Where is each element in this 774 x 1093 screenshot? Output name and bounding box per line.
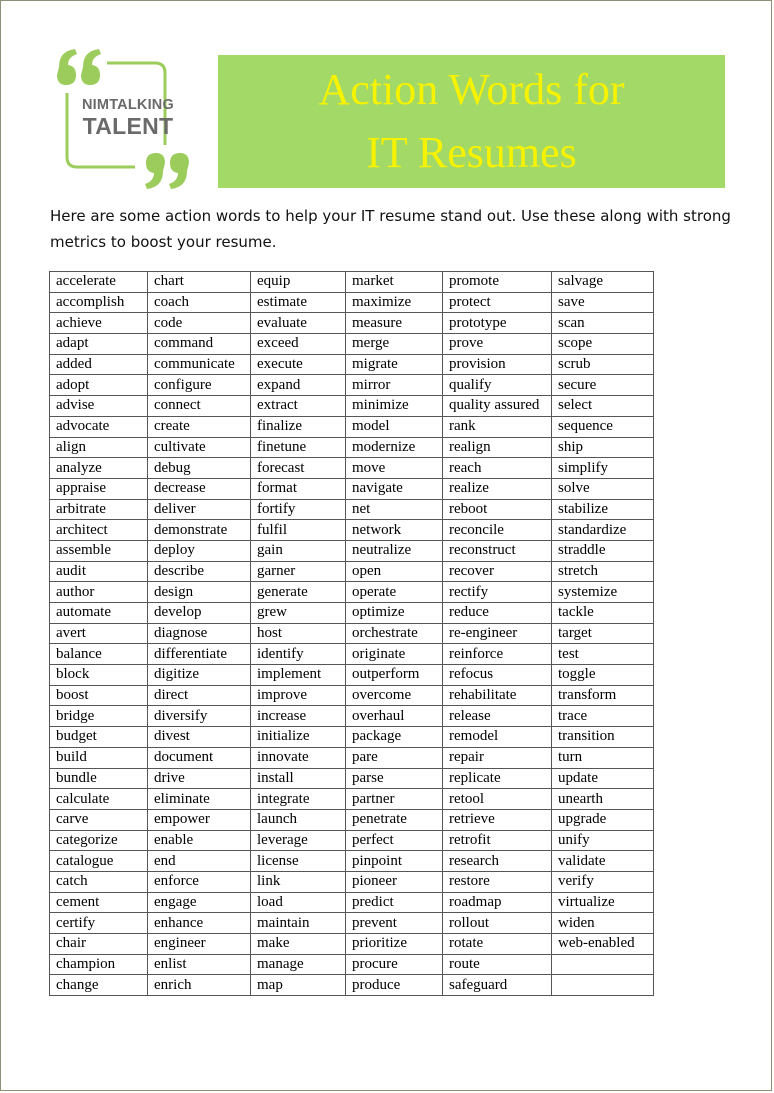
table-row xyxy=(50,747,654,768)
word-cell: promote xyxy=(443,272,552,293)
nimtalking-talent-logo xyxy=(49,45,194,195)
word-cell: restore xyxy=(443,871,552,892)
word-cell: reach xyxy=(443,458,552,479)
table-row xyxy=(50,644,654,665)
word-cell: replicate xyxy=(443,768,552,789)
word-cell: end xyxy=(148,851,251,872)
word-cell: categorize xyxy=(50,830,148,851)
word-cell: toggle xyxy=(552,665,654,686)
word-cell: certify xyxy=(50,913,148,934)
word-cell: operate xyxy=(346,582,443,603)
word-cell: save xyxy=(552,292,654,313)
word-cell: advocate xyxy=(50,416,148,437)
word-cell: extract xyxy=(251,396,346,417)
word-cell: outperform xyxy=(346,665,443,686)
word-cell: simplify xyxy=(552,458,654,479)
word-cell: license xyxy=(251,851,346,872)
word-cell: neutralize xyxy=(346,540,443,561)
word-cell: research xyxy=(443,851,552,872)
word-cell: deliver xyxy=(148,499,251,520)
table-row xyxy=(50,809,654,830)
word-cell: pare xyxy=(346,747,443,768)
word-cell: virtualize xyxy=(552,892,654,913)
word-cell: straddle xyxy=(552,540,654,561)
word-cell: select xyxy=(552,396,654,417)
word-cell: package xyxy=(346,727,443,748)
word-cell: differentiate xyxy=(148,644,251,665)
word-cell: rollout xyxy=(443,913,552,934)
word-cell xyxy=(552,975,654,996)
table-row xyxy=(50,665,654,686)
word-cell: align xyxy=(50,437,148,458)
word-cell: design xyxy=(148,582,251,603)
word-cell: improve xyxy=(251,685,346,706)
word-cell: load xyxy=(251,892,346,913)
word-cell: develop xyxy=(148,603,251,624)
word-cell: mirror xyxy=(346,375,443,396)
word-cell: reduce xyxy=(443,603,552,624)
word-cell: safeguard xyxy=(443,975,552,996)
word-cell: code xyxy=(148,313,251,334)
word-cell: produce xyxy=(346,975,443,996)
word-cell: bundle xyxy=(50,768,148,789)
word-cell: realign xyxy=(443,437,552,458)
word-cell: pioneer xyxy=(346,871,443,892)
logo-text-line1: NIMTALKING xyxy=(82,97,174,113)
word-cell: build xyxy=(50,747,148,768)
word-cell: net xyxy=(346,499,443,520)
word-cell: prove xyxy=(443,334,552,355)
word-cell: measure xyxy=(346,313,443,334)
word-cell: network xyxy=(346,520,443,541)
word-cell: engage xyxy=(148,892,251,913)
table-row xyxy=(50,292,654,313)
word-cell: calculate xyxy=(50,789,148,810)
word-cell: execute xyxy=(251,354,346,375)
word-cell: procure xyxy=(346,954,443,975)
word-cell: engineer xyxy=(148,934,251,955)
word-cell: enlist xyxy=(148,954,251,975)
word-cell: perfect xyxy=(346,830,443,851)
word-cell: achieve xyxy=(50,313,148,334)
table-row xyxy=(50,603,654,624)
table-row xyxy=(50,913,654,934)
word-cell: gain xyxy=(251,540,346,561)
word-cell: stabilize xyxy=(552,499,654,520)
word-cell: refocus xyxy=(443,665,552,686)
word-cell: install xyxy=(251,768,346,789)
table-row xyxy=(50,582,654,603)
word-cell: balance xyxy=(50,644,148,665)
word-cell: change xyxy=(50,975,148,996)
table-row xyxy=(50,520,654,541)
table-row xyxy=(50,334,654,355)
table-row xyxy=(50,437,654,458)
word-cell: model xyxy=(346,416,443,437)
word-cell: generate xyxy=(251,582,346,603)
title-banner xyxy=(218,55,725,188)
word-cell: architect xyxy=(50,520,148,541)
word-cell: provision xyxy=(443,354,552,375)
word-cell: scope xyxy=(552,334,654,355)
word-cell: connect xyxy=(148,396,251,417)
word-cell: maximize xyxy=(346,292,443,313)
table-row xyxy=(50,975,654,996)
word-cell: finalize xyxy=(251,416,346,437)
table-row xyxy=(50,892,654,913)
word-cell: launch xyxy=(251,809,346,830)
word-cell: rectify xyxy=(443,582,552,603)
word-cell: diversify xyxy=(148,706,251,727)
word-cell: overcome xyxy=(346,685,443,706)
word-cell: digitize xyxy=(148,665,251,686)
table-row xyxy=(50,789,654,810)
word-cell: route xyxy=(443,954,552,975)
word-cell: maintain xyxy=(251,913,346,934)
word-cell: verify xyxy=(552,871,654,892)
word-cell: host xyxy=(251,623,346,644)
word-cell: author xyxy=(50,582,148,603)
word-cell: garner xyxy=(251,561,346,582)
word-cell: appraise xyxy=(50,478,148,499)
word-cell: rehabilitate xyxy=(443,685,552,706)
word-cell: retrieve xyxy=(443,809,552,830)
word-cell: widen xyxy=(552,913,654,934)
word-cell: increase xyxy=(251,706,346,727)
word-cell: block xyxy=(50,665,148,686)
word-cell: expand xyxy=(251,375,346,396)
word-cell: scrub xyxy=(552,354,654,375)
word-cell: accomplish xyxy=(50,292,148,313)
word-cell: assemble xyxy=(50,540,148,561)
word-cell: communicate xyxy=(148,354,251,375)
word-cell: target xyxy=(552,623,654,644)
word-cell: originate xyxy=(346,644,443,665)
word-cell: orchestrate xyxy=(346,623,443,644)
word-cell: remodel xyxy=(443,727,552,748)
word-cell: leverage xyxy=(251,830,346,851)
word-cell: divest xyxy=(148,727,251,748)
table-row xyxy=(50,623,654,644)
word-cell: reconcile xyxy=(443,520,552,541)
word-cell: systemize xyxy=(552,582,654,603)
word-cell: empower xyxy=(148,809,251,830)
word-cell: navigate xyxy=(346,478,443,499)
word-cell: drive xyxy=(148,768,251,789)
intro-line2: metrics to boost your resume. xyxy=(50,233,277,251)
word-cell: innovate xyxy=(251,747,346,768)
title-line2: IT Resumes xyxy=(366,128,577,177)
word-cell: eliminate xyxy=(148,789,251,810)
word-cell: enhance xyxy=(148,913,251,934)
intro-paragraph xyxy=(50,203,740,255)
logo-text-line2: TALENT xyxy=(82,113,174,139)
word-cell: bridge xyxy=(50,706,148,727)
word-cell: roadmap xyxy=(443,892,552,913)
word-cell: salvage xyxy=(552,272,654,293)
word-cell: overhaul xyxy=(346,706,443,727)
word-cell: exceed xyxy=(251,334,346,355)
word-cell: partner xyxy=(346,789,443,810)
word-cell: link xyxy=(251,871,346,892)
word-cell: retrofit xyxy=(443,830,552,851)
word-cell: avert xyxy=(50,623,148,644)
table-row xyxy=(50,478,654,499)
word-cell: evaluate xyxy=(251,313,346,334)
word-cell: champion xyxy=(50,954,148,975)
word-cell: open xyxy=(346,561,443,582)
word-cell: chair xyxy=(50,934,148,955)
word-cell: qualify xyxy=(443,375,552,396)
table-row xyxy=(50,499,654,520)
title-line1: Action Words for xyxy=(318,65,625,114)
word-cell: added xyxy=(50,354,148,375)
word-cell: advise xyxy=(50,396,148,417)
word-cell: describe xyxy=(148,561,251,582)
word-cell: prototype xyxy=(443,313,552,334)
word-cell: stretch xyxy=(552,561,654,582)
word-cell: identify xyxy=(251,644,346,665)
word-cell: enable xyxy=(148,830,251,851)
table-row xyxy=(50,871,654,892)
word-cell: cement xyxy=(50,892,148,913)
word-cell: initialize xyxy=(251,727,346,748)
table-row xyxy=(50,416,654,437)
table-row xyxy=(50,375,654,396)
word-cell: adopt xyxy=(50,375,148,396)
table-row xyxy=(50,768,654,789)
table-row xyxy=(50,954,654,975)
table-row xyxy=(50,685,654,706)
word-cell: decrease xyxy=(148,478,251,499)
word-cell: forecast xyxy=(251,458,346,479)
word-cell: reconstruct xyxy=(443,540,552,561)
word-cell: repair xyxy=(443,747,552,768)
word-cell: realize xyxy=(443,478,552,499)
word-cell: audit xyxy=(50,561,148,582)
word-cell: transform xyxy=(552,685,654,706)
word-cell: automate xyxy=(50,603,148,624)
word-cell: move xyxy=(346,458,443,479)
word-cell: standardize xyxy=(552,520,654,541)
table-row xyxy=(50,354,654,375)
word-cell: implement xyxy=(251,665,346,686)
table-row xyxy=(50,934,654,955)
word-cell: ship xyxy=(552,437,654,458)
word-cell: parse xyxy=(346,768,443,789)
table-row xyxy=(50,561,654,582)
intro-line1: Here are some action words to help your IT resume stand out. Use these along with strong xyxy=(50,207,731,225)
word-cell: enforce xyxy=(148,871,251,892)
word-cell: deploy xyxy=(148,540,251,561)
word-cell: diagnose xyxy=(148,623,251,644)
word-cell: recover xyxy=(443,561,552,582)
word-cell xyxy=(552,954,654,975)
table-row xyxy=(50,851,654,872)
table-row xyxy=(50,706,654,727)
word-cell: trace xyxy=(552,706,654,727)
word-cell: fulfil xyxy=(251,520,346,541)
word-cell: prevent xyxy=(346,913,443,934)
word-cell: turn xyxy=(552,747,654,768)
word-cell: retool xyxy=(443,789,552,810)
word-cell: test xyxy=(552,644,654,665)
word-cell: secure xyxy=(552,375,654,396)
word-cell: protect xyxy=(443,292,552,313)
action-words-table xyxy=(49,271,654,996)
table-row xyxy=(50,727,654,748)
word-cell: upgrade xyxy=(552,809,654,830)
word-cell: make xyxy=(251,934,346,955)
word-cell: catch xyxy=(50,871,148,892)
word-cell: unearth xyxy=(552,789,654,810)
word-cell: direct xyxy=(148,685,251,706)
word-cell: boost xyxy=(50,685,148,706)
word-cell: penetrate xyxy=(346,809,443,830)
word-cell: finetune xyxy=(251,437,346,458)
word-cell: rotate xyxy=(443,934,552,955)
word-cell: create xyxy=(148,416,251,437)
word-cell: carve xyxy=(50,809,148,830)
word-cell: command xyxy=(148,334,251,355)
word-cell: cultivate xyxy=(148,437,251,458)
word-cell: enrich xyxy=(148,975,251,996)
word-cell: equip xyxy=(251,272,346,293)
table-row xyxy=(50,272,654,293)
word-cell: pinpoint xyxy=(346,851,443,872)
word-cell: unify xyxy=(552,830,654,851)
word-cell: format xyxy=(251,478,346,499)
table-row xyxy=(50,313,654,334)
word-cell: debug xyxy=(148,458,251,479)
word-cell: solve xyxy=(552,478,654,499)
word-cell: budget xyxy=(50,727,148,748)
table-row xyxy=(50,830,654,851)
word-cell: document xyxy=(148,747,251,768)
word-cell: market xyxy=(346,272,443,293)
word-cell: minimize xyxy=(346,396,443,417)
word-cell: catalogue xyxy=(50,851,148,872)
word-cell: predict xyxy=(346,892,443,913)
table-row xyxy=(50,458,654,479)
word-cell: configure xyxy=(148,375,251,396)
word-cell: accelerate xyxy=(50,272,148,293)
word-cell: map xyxy=(251,975,346,996)
word-cell: release xyxy=(443,706,552,727)
word-cell: optimize xyxy=(346,603,443,624)
table-row xyxy=(50,540,654,561)
word-cell: update xyxy=(552,768,654,789)
word-cell: web-enabled xyxy=(552,934,654,955)
word-cell: analyze xyxy=(50,458,148,479)
word-cell: validate xyxy=(552,851,654,872)
word-cell: tackle xyxy=(552,603,654,624)
word-cell: demonstrate xyxy=(148,520,251,541)
word-cell: modernize xyxy=(346,437,443,458)
word-cell: rank xyxy=(443,416,552,437)
word-cell: quality assured xyxy=(443,396,552,417)
word-cell: transition xyxy=(552,727,654,748)
word-cell: sequence xyxy=(552,416,654,437)
word-cell: re-engineer xyxy=(443,623,552,644)
word-cell: prioritize xyxy=(346,934,443,955)
word-cell: chart xyxy=(148,272,251,293)
word-cell: manage xyxy=(251,954,346,975)
word-cell: coach xyxy=(148,292,251,313)
word-cell: reinforce xyxy=(443,644,552,665)
word-cell: estimate xyxy=(251,292,346,313)
word-cell: fortify xyxy=(251,499,346,520)
word-cell: migrate xyxy=(346,354,443,375)
table-row xyxy=(50,396,654,417)
word-cell: integrate xyxy=(251,789,346,810)
word-cell: adapt xyxy=(50,334,148,355)
word-cell: arbitrate xyxy=(50,499,148,520)
word-cell: reboot xyxy=(443,499,552,520)
word-cell: scan xyxy=(552,313,654,334)
word-cell: grew xyxy=(251,603,346,624)
word-cell: merge xyxy=(346,334,443,355)
